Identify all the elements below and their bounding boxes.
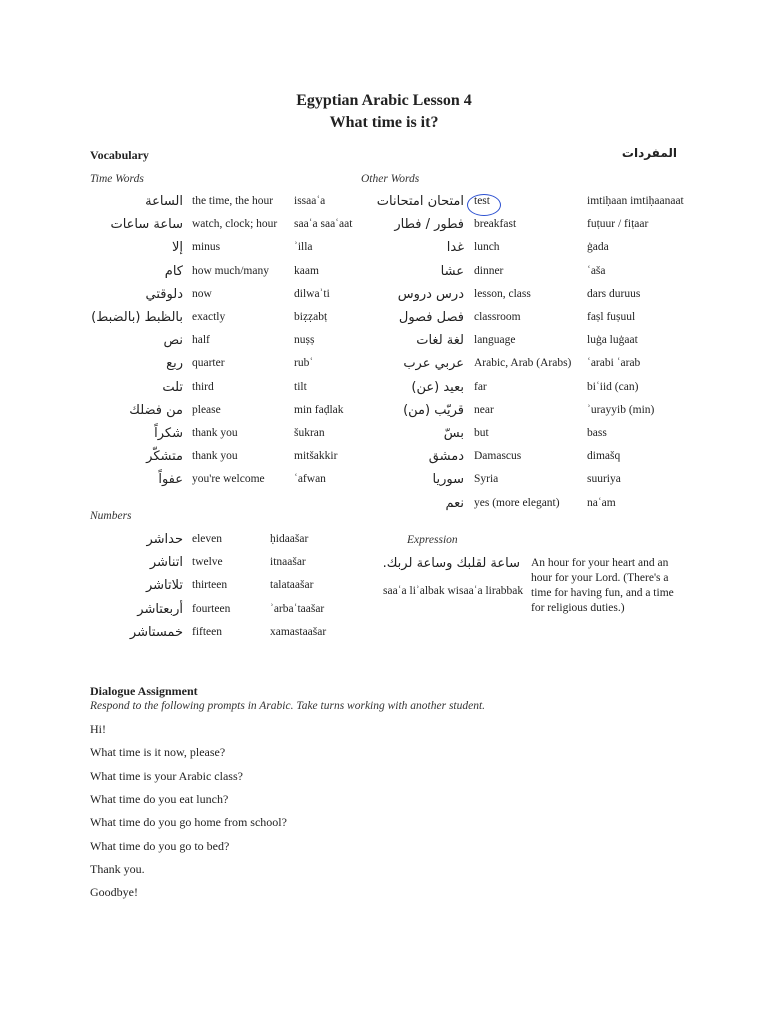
time-word-arabic: من فضلك <box>129 403 183 418</box>
time-word-arabic: متشكّر <box>146 449 183 464</box>
time-word-translit: biẓẓabṭ <box>294 311 328 323</box>
number-translit: xamastaašar <box>270 626 327 638</box>
expression-arabic: ساعة لقلبك وساعة لربك. <box>382 556 520 571</box>
time-word-translit: tilt <box>294 381 307 393</box>
number-english: fifteen <box>192 626 223 638</box>
dialogue-prompt: What time is it now, please? <box>90 745 226 759</box>
other-word-english: far <box>474 381 487 393</box>
dialogue-prompt: What time is your Arabic class? <box>90 769 243 783</box>
time-word-translit: saaʿa saaʿaat <box>294 218 353 230</box>
time-word-arabic: إلا <box>171 240 183 255</box>
other-word-arabic: قريّب (من) <box>403 403 464 418</box>
time-word-arabic: الساعة <box>145 194 183 209</box>
time-word-english: thank you <box>192 450 238 462</box>
other-word-arabic: لغة لغات <box>416 333 464 348</box>
other-word-translit: dimašq <box>587 450 621 462</box>
time-word-translit: ʿafwan <box>294 473 326 485</box>
other-word-english: near <box>474 404 494 416</box>
other-word-arabic: امتحان امتحانات <box>376 194 464 209</box>
time-word-english: exactly <box>192 311 226 323</box>
time-word-english: third <box>192 381 214 393</box>
time-word-translit: issaaʿa <box>294 195 326 207</box>
other-word-translit: naʿam <box>587 497 616 509</box>
other-word-english: breakfast <box>474 218 517 230</box>
time-word-english: the time, the hour <box>192 195 274 207</box>
other-word-translit: luġa luġaat <box>587 334 638 346</box>
other-word-arabic: بسّ <box>443 426 464 441</box>
time-word-arabic: نص <box>163 333 183 348</box>
time-word-english: how much/many <box>192 265 269 277</box>
dialogue-heading: Dialogue Assignment <box>90 684 198 698</box>
dialogue-instructions: Respond to the following prompts in Arabic. Take turns working with another student. <box>90 700 486 712</box>
number-translit: itnaašar <box>270 556 306 568</box>
time-word-translit: mitšakkir <box>294 450 338 462</box>
number-english: thirteen <box>192 579 228 591</box>
other-word-english: Damascus <box>474 450 522 462</box>
other-word-arabic: نعم <box>445 496 464 511</box>
time-word-english: watch, clock; hour <box>192 218 278 230</box>
time-word-arabic: عفواً <box>158 472 183 487</box>
time-word-translit: ʾilla <box>294 241 313 253</box>
other-word-arabic: بعيد (عن) <box>411 380 464 395</box>
other-word-arabic: عربي عرب <box>403 356 464 371</box>
expression-translit: saaʿa liʾalbak wisaaʿa lirabbak <box>383 585 524 597</box>
dialogue-prompt: Thank you. <box>90 862 145 876</box>
other-word-arabic: سوريا <box>432 472 464 487</box>
other-word-arabic: فطور / فطار <box>394 217 464 232</box>
time-word-arabic: دلوقتي <box>145 287 183 302</box>
other-word-english: Arabic, Arab (Arabs) <box>474 357 572 369</box>
other-word-english: lunch <box>474 241 500 253</box>
expression-heading: Expression <box>407 534 458 546</box>
number-translit: talataašar <box>270 579 314 591</box>
page-title: Egyptian Arabic Lesson 4 <box>296 92 472 109</box>
number-arabic: أربعتاشر <box>137 602 183 617</box>
annotation-circle <box>467 194 501 216</box>
number-english: eleven <box>192 533 223 545</box>
other-word-arabic: عشا <box>440 264 464 279</box>
dialogue-prompt: What time do you go home from school? <box>90 815 287 829</box>
other-word-english: dinner <box>474 265 504 277</box>
time-word-english: you're welcome <box>192 473 265 485</box>
number-arabic: خمستاشر <box>129 625 183 640</box>
page-subtitle: What time is it? <box>329 114 439 131</box>
other-word-translit: faṣl fuṣuul <box>587 311 636 323</box>
time-word-english: please <box>192 404 221 416</box>
time-word-arabic: ساعة ساعات <box>110 217 183 232</box>
expression-meaning: An hour for your heart and an hour for your Lord. (There's a time for having fun, and a time for religious duties.) <box>531 557 674 614</box>
number-translit: ḥidaašar <box>270 533 309 545</box>
time-word-arabic: بالظبط (بالضبط) <box>91 310 183 325</box>
other-word-english: classroom <box>474 311 521 323</box>
time-word-translit: nuṣṣ <box>294 334 315 346</box>
time-word-translit: rubʿ <box>294 357 314 369</box>
time-word-arabic: كام <box>164 264 183 279</box>
time-word-arabic: شكراً <box>154 426 183 441</box>
vocabulary-arabic-heading: المفردات <box>621 146 677 160</box>
number-arabic: اتناشر <box>149 555 183 570</box>
number-arabic: حداشر <box>146 532 183 547</box>
other-word-english: but <box>474 427 489 439</box>
time-word-english: thank you <box>192 427 238 439</box>
other-word-translit: imtiḥaan imtiḥaanaat <box>587 195 684 207</box>
other-word-english: language <box>474 334 516 346</box>
number-english: twelve <box>192 556 223 568</box>
other-word-translit: ġada <box>587 241 609 253</box>
other-word-arabic: دمشق <box>428 449 464 464</box>
other-word-arabic: درس دروس <box>397 287 464 302</box>
time-word-translit: dilwaʾti <box>294 288 330 300</box>
other-word-english: yes (more elegant) <box>474 497 560 509</box>
time-word-english: half <box>192 334 210 346</box>
number-english: fourteen <box>192 603 231 615</box>
time-words-heading: Time Words <box>90 173 144 185</box>
dialogue-prompt: Goodbye! <box>90 885 138 899</box>
other-words-heading: Other Words <box>361 173 420 185</box>
time-word-english: minus <box>192 241 221 253</box>
other-word-translit: bass <box>587 427 607 439</box>
time-word-translit: min faḍlak <box>294 404 344 416</box>
numbers-heading: Numbers <box>90 510 132 522</box>
other-word-translit: biʿiid (can) <box>587 381 639 393</box>
other-word-translit: dars duruus <box>587 288 641 300</box>
time-word-english: quarter <box>192 357 225 369</box>
dialogue-prompt: Hi! <box>90 722 106 736</box>
other-word-translit: fuṭuur / fiṭaar <box>587 218 649 230</box>
other-word-english: lesson, class <box>474 288 531 300</box>
dialogue-prompt: What time do you eat lunch? <box>90 792 229 806</box>
vocabulary-heading: Vocabulary <box>90 148 149 162</box>
other-word-arabic: فصل فصول <box>398 310 464 325</box>
dialogue-prompt: What time do you go to bed? <box>90 839 230 853</box>
number-arabic: تلاتاشر <box>145 578 183 593</box>
time-word-translit: šukran <box>294 427 325 439</box>
other-word-translit: ʿarabi ʿarab <box>587 357 641 369</box>
other-word-translit: suuriya <box>587 473 621 485</box>
other-word-english: test <box>474 195 490 207</box>
other-word-arabic: غدا <box>446 240 464 255</box>
other-word-english: Syria <box>474 473 499 485</box>
other-word-translit: ʿaša <box>587 265 606 277</box>
time-word-arabic: ربع <box>166 356 183 371</box>
time-word-translit: kaam <box>294 265 319 277</box>
other-word-translit: ʾurayyib (min) <box>587 404 655 416</box>
number-translit: ʾarbaʿtaašar <box>270 603 325 615</box>
time-word-english: now <box>192 288 212 300</box>
time-word-arabic: تلت <box>162 380 183 395</box>
